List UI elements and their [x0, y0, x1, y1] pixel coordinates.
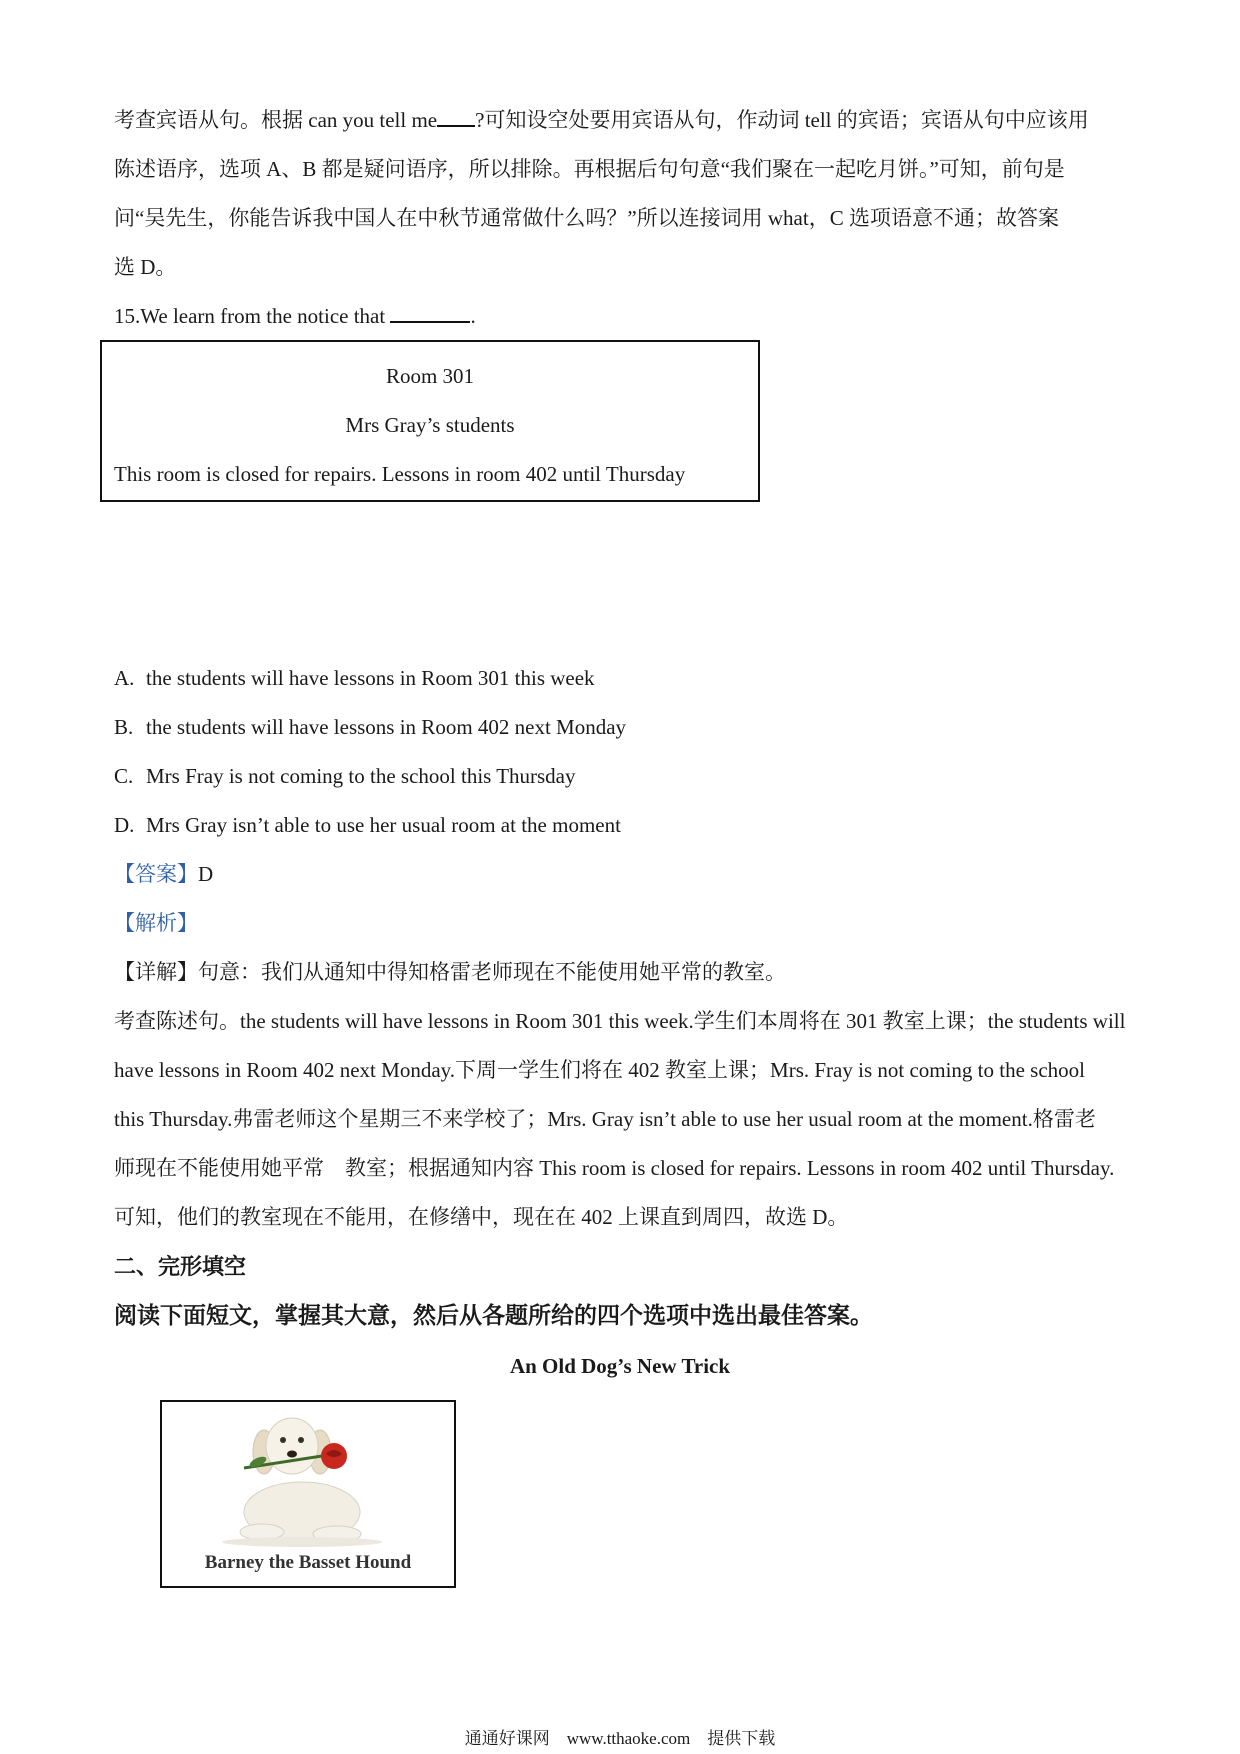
- explanation-line-5: 可知，他们的教室现在不能用，在修缮中，现在在 402 上课直到周四，故选 D。: [114, 1205, 849, 1229]
- detail-label: 【详解】: [114, 960, 198, 984]
- image-caption: Barney the Basset Hound: [204, 1552, 412, 1573]
- detail-text: 句意：我们从通知中得知格雷老师现在不能使用她平常的教室。: [198, 960, 786, 984]
- prev-explanation-text: 考查宾语从句。根据 can you tell me: [114, 108, 438, 132]
- passage-image: [160, 1400, 456, 1588]
- prev-explanation-line-3: 问“吴先生，你能告诉我中国人在中秋节通常做什么吗？”所以连接词用 what，C 选项语意不通；故答案: [114, 206, 1059, 230]
- question-blank: [390, 321, 470, 323]
- prev-explanation-line-4: 选 D。: [114, 255, 177, 279]
- prev-explanation-text: ?可知设空处要用宾语从句，作动词 tell 的宾语；宾语从句中应该用: [475, 108, 1089, 132]
- explanation-line-2: have lessons in Room 402 next Monday.下周一学生们将在 402 教室上课；Mrs. Fray is not coming to the school: [114, 1058, 1086, 1082]
- explanation-line-4: 师现在不能使用她平常 教室；根据通知内容 This room is closed for repairs. Lessons in room 402 until Thursday.: [114, 1156, 1115, 1180]
- passage-title: An Old Dog’s New Trick: [509, 1354, 731, 1378]
- prev-explanation-line-2: 陈述语序，选项 A、B 都是疑问语序，所以排除。再根据后句句意“我们聚在一起吃月饼。”可知，前句是: [114, 157, 1065, 181]
- question-stem: [114, 306, 476, 327]
- question-stem-end: .: [470, 304, 476, 328]
- answer-value: D: [198, 862, 214, 886]
- option-text: Mrs Gray isn’t able to use her usual room at the moment: [146, 813, 621, 837]
- option-letter: C.: [114, 764, 134, 788]
- notice-students: Mrs Gray’s students: [345, 413, 515, 437]
- detail-line: [114, 962, 786, 983]
- analysis-label: 【解析】: [114, 911, 198, 935]
- option-text: Mrs Fray is not coming to the school this Thursday: [146, 764, 576, 788]
- question-stem-text: 15.We learn from the notice that: [114, 304, 386, 328]
- notice-body: This room is closed for repairs. Lessons in room 402 until Thursday: [114, 462, 686, 486]
- option-b: [114, 717, 626, 738]
- option-letter: B.: [114, 715, 134, 739]
- answer-line: [114, 864, 213, 885]
- explanation-line-1: 考查陈述句。the students will have lessons in Room 301 this week.学生们本周将在 301 教室上课；the students will: [114, 1009, 1126, 1033]
- answer-blank: [437, 125, 475, 127]
- option-a: [114, 668, 595, 689]
- option-text: the students will have lessons in Room 402 next Monday: [146, 715, 627, 739]
- page-footer: 通通好课网 www.tthaoke.com 提供下载: [464, 1729, 776, 1748]
- section-title: 二、完形填空: [114, 1254, 247, 1279]
- section-instruction: 阅读下面短文，掌握其大意，然后从各题所给的四个选项中选出最佳答案。: [114, 1303, 873, 1328]
- explanation-line-3: this Thursday.弗雷老师这个星期三不来学校了；Mrs. Gray isn’t able to use her usual room at the moment.格雷老: [114, 1107, 1096, 1131]
- option-text: the students will have lessons in Room 301 this week: [146, 666, 595, 690]
- option-c: [114, 766, 576, 787]
- notice-box: [100, 340, 760, 502]
- prev-explanation-line-1: [114, 110, 1089, 131]
- notice-room: Room 301: [385, 364, 475, 388]
- answer-label: 【答案】: [114, 862, 198, 886]
- option-letter: D.: [114, 813, 135, 837]
- option-letter: A.: [114, 666, 135, 690]
- option-d: [114, 815, 621, 836]
